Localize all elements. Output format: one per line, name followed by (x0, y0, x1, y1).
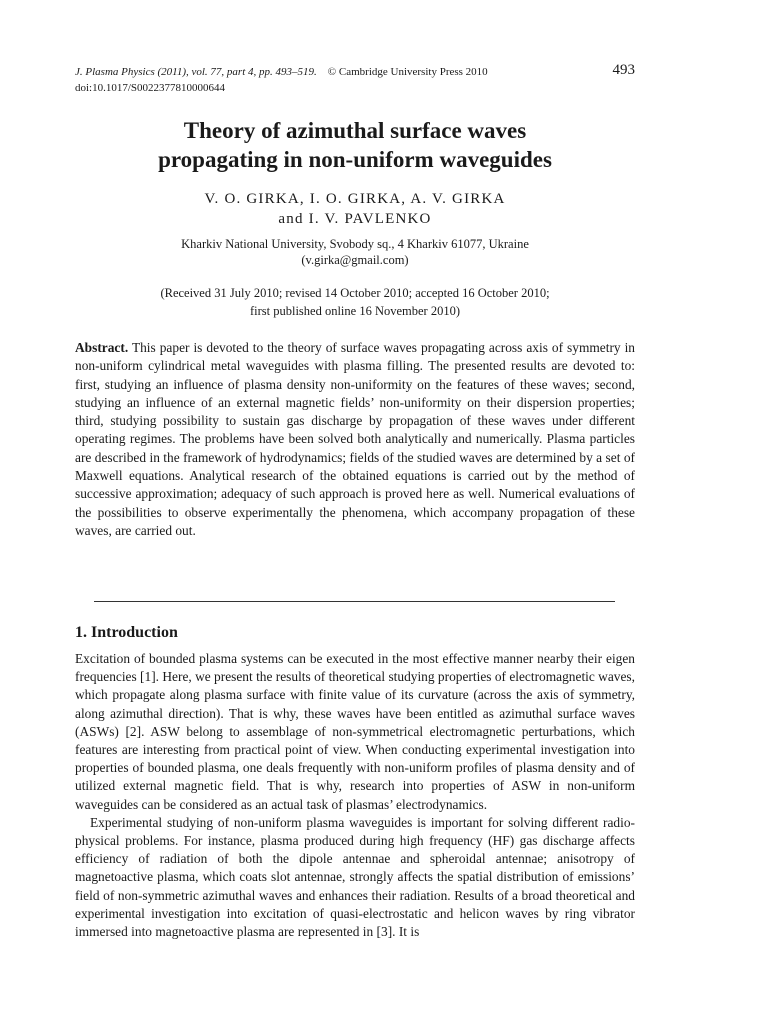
page-number: 493 (612, 62, 635, 78)
paper-title (75, 116, 635, 174)
publication-dates (75, 284, 635, 320)
paragraph: Excitation of bounded plasma systems can be executed in the most effective manner nearby their eigen frequencies [1]. Here, we present the results of theoretical studying properties of electromagnetic waves, which propagate along plasma surface with finite value of its curvature (across the axis of symmetry, along azimuthal direction). That is why, these waves have been entitled as azimuthal surface waves (ASWs) [2]. ASW belong to assemblage of non-symmetrical electromagnetic perturbations, which features are interesting from practical point of view. When conducting experimental investigation into properties of bounded plasma, one deals frequently with non-uniform profiles of plasma density and of utilized external magnetic field. That is why, research into properties of ASW in non-uniform waveguides can be considered as an actual task of plasmas’ electrodynamics. (75, 651, 635, 812)
abstract-text: This paper is devoted to the theory of surface waves propagating across axis of symmetry in non-uniform cylindrical metal waveguides with plasma filling. The presented results are devoted to: first, studying an influence of plasma density non-uniformity on the features of these waves; second, studying an influence of an external magnetic fields’ non-uniformity on their dispersion properties; third, studying possibility to sustain gas discharge by propagation of these waves under different operating regimes. The problems have been solved both analytically and numerically. Plasma particles are described in the framework of hydrodynamics; fields of the studied waves are determined by a set of Maxwell equations. Analytical research of the obtained equations is carried out by the method of successive approximation; adequacy of such approach is proved here as well. Numerical evaluations of the possibilities to observe experimentally the phenomena, which accompany propagation of these waves, are carried out. (75, 340, 635, 538)
abstract-label: Abstract. (75, 340, 129, 355)
authors-line-2: and I. V. PAVLENKO (278, 211, 432, 227)
authors-line-1: V. O. GIRKA, I. O. GIRKA, A. V. GIRKA (204, 191, 506, 207)
dates-line-1: (Received 31 July 2010; revised 14 October 2010; accepted 16 October 2010; (160, 286, 550, 300)
section-heading: 1. Introduction (75, 624, 178, 641)
dates-line-2: first published online 16 November 2010) (249, 304, 461, 318)
journal-citation: J. Plasma Physics (2011), vol. 77, part 4, pp. 493–519. (75, 66, 317, 78)
affiliation (75, 236, 635, 268)
abstract (75, 339, 635, 540)
title-line-1: Theory of azimuthal surface waves (183, 118, 527, 143)
paragraph: Experimental studying of non-uniform plasma waveguides is important for solving different radio-physical problems. For instance, plasma produced during high frequency (HF) gas discharge affects efficiency of radiation of both the dipole antennae and spheroidal antennae; anisotropy of magnetoactive plasma, which coats slot antennae, strongly affects the spatial distribution of emissions’ field of non-symmetric azimuthal waves and enhances their radiation. Results of a broad theoretical and experimental investigation into excitation of quasi-electrostatic and helicon waves by ring vibrator immersed into magnetoactive plasma are represented in [3]. It is (75, 814, 635, 940)
author-list (75, 189, 635, 229)
contact-email: (v.girka@gmail.com) (301, 253, 409, 267)
copyright-notice: © Cambridge University Press 2010 (327, 66, 488, 78)
affiliation-address: Kharkiv National University, Svobody sq., 4 Kharkiv 61077, Ukraine (181, 237, 529, 251)
running-header (75, 64, 635, 96)
section-body (75, 650, 635, 941)
citation-line (75, 64, 635, 80)
doi: doi:10.1017/S0022377810000644 (75, 82, 226, 94)
section-divider (94, 601, 615, 602)
title-line-2: propagating in non-uniform waveguides (158, 147, 552, 172)
